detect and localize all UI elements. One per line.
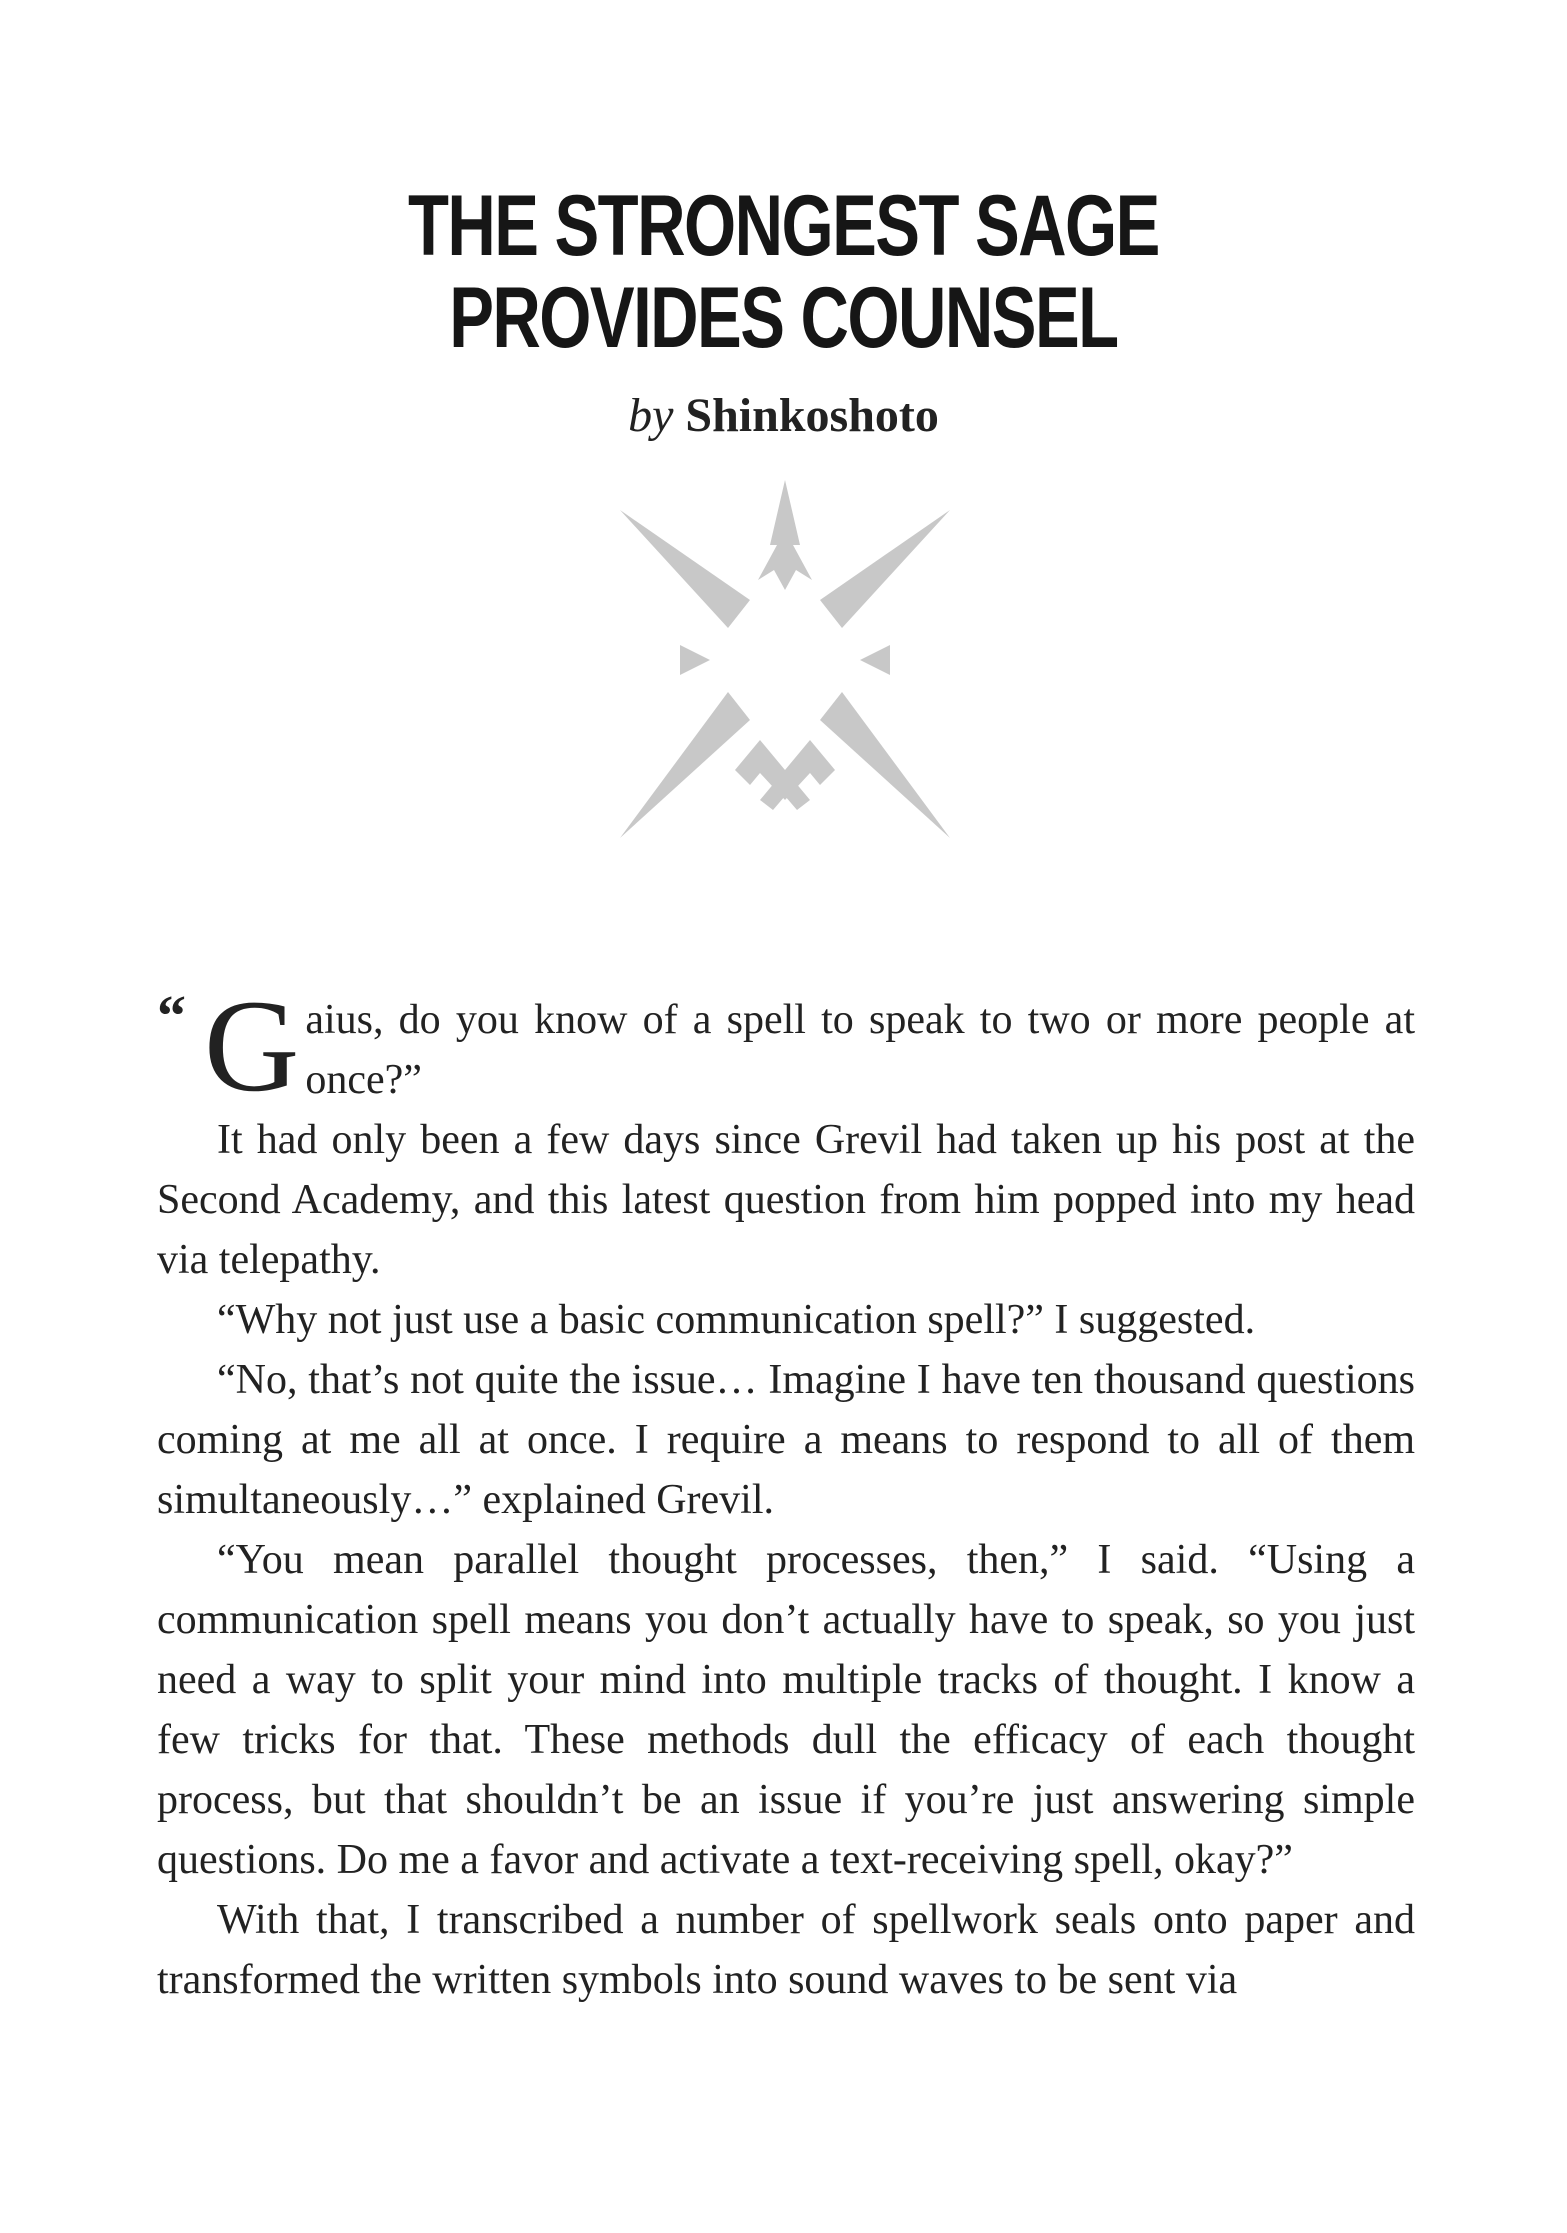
chapter-body-text [157, 972, 1415, 2010]
chapter-title-line-1: THE STRONGEST SAGE [407, 178, 1159, 274]
drop-cap: G [204, 972, 300, 1119]
byline-by: by [628, 389, 674, 442]
paragraph-6: With that, I transcribed a number of spellwork seals onto paper and transformed the written symbols into sound waves to be sent via [157, 1897, 1415, 2003]
paragraph-3: “Why not just use a basic communication spell?” I suggested. [217, 1297, 1256, 1343]
byline [0, 388, 1567, 443]
paragraph-4: “No, that’s not quite the issue… Imagine I have ten thousand questions coming at me all at once. I require a means to respond to all of them simultaneously…” explained Grevil. [157, 1357, 1415, 1523]
opening-quote-mark: “ [157, 983, 186, 1048]
paragraph-5: “You mean parallel thought processes, then,” I said. “Using a communication spell means you don’t actually have to speak, so you just need a way to split your mind into multiple tracks of thought. I know a few tricks for that. These methods dull the efficacy of each thought process, but that shouldn’t be an issue if you’re just answering simple questions. Do me a favor and activate a text-receiving spell, okay?” [157, 1537, 1415, 1883]
byline-author: Shinkoshoto [685, 389, 939, 442]
paragraph-1-text: aius, do you know of a spell to speak to two or more people at once?” [305, 997, 1415, 1103]
paragraph-1 [157, 972, 1415, 1119]
chapter-title-line-2: PROVIDES COUNSEL [449, 270, 1118, 366]
paragraph-2: It had only been a few days since Grevil had taken up his post at the Second Academy, and this latest question from him popped into my head via telepathy. [157, 1117, 1415, 1283]
compass-star-emblem-icon [600, 470, 970, 850]
